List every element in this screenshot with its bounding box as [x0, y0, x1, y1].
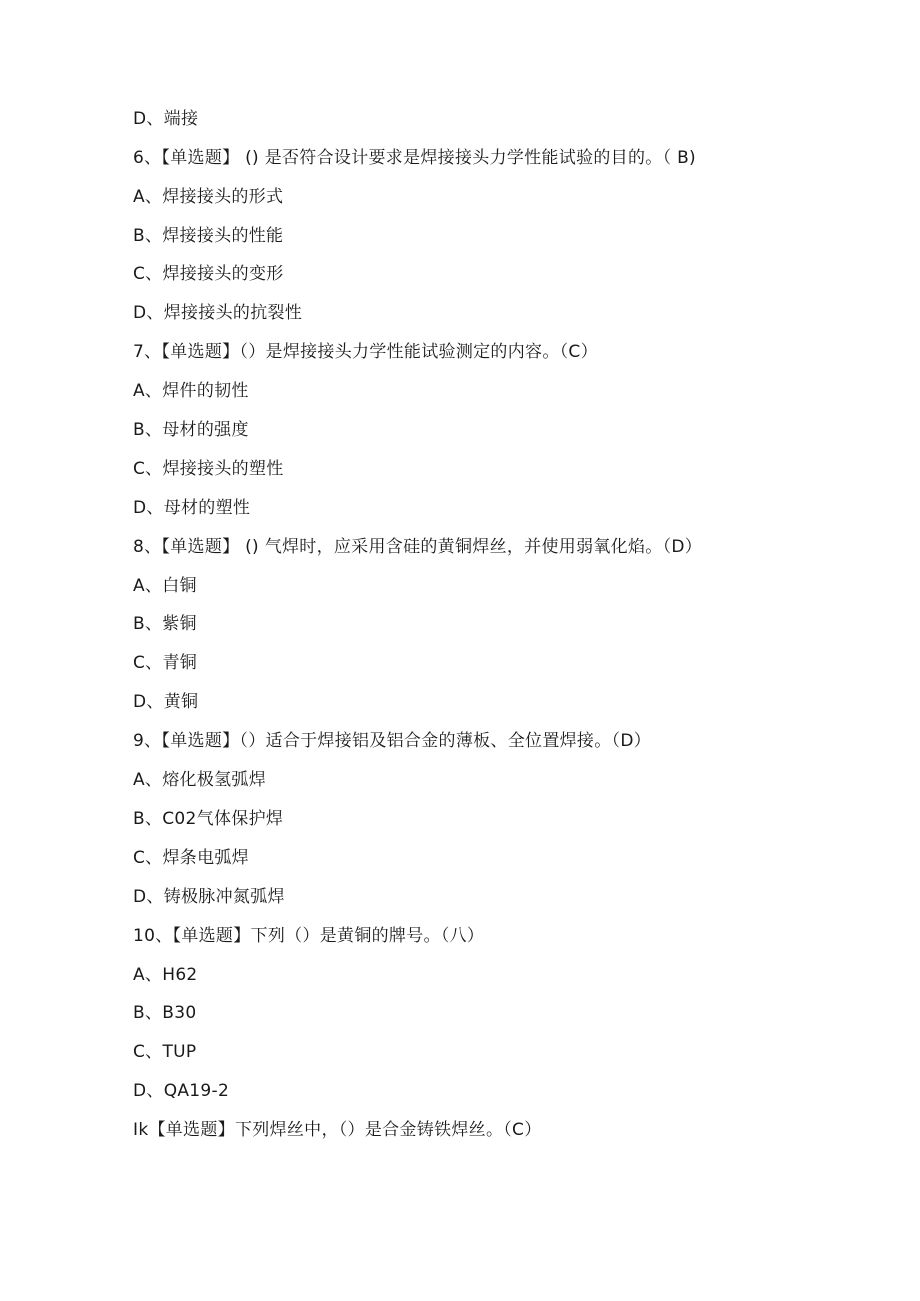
- option-line: A、白铜: [133, 576, 197, 596]
- option-line: A、焊件的韧性: [133, 381, 249, 401]
- option-line: C、焊接接头的变形: [133, 264, 284, 284]
- option-line: A、H62: [133, 965, 198, 985]
- option-line: C、TUP: [133, 1042, 197, 1062]
- option-line: A、熔化极氢弧焊: [133, 770, 267, 790]
- question-9: 9、【单选题】（）适合于焊接铝及铝合金的薄板、全位置焊接。（D）: [133, 731, 652, 751]
- option-line: C、焊条电弧焊: [133, 848, 249, 868]
- question-7: 7、【单选题】（）是焊接接头力学性能试验测定的内容。（C）: [133, 342, 598, 362]
- question-10: 10、【单选题】下列（）是黄铜的牌号。（八）: [133, 926, 485, 946]
- option-line: B、母材的强度: [133, 420, 249, 440]
- option-line: D、QA19-2: [133, 1081, 230, 1101]
- option-line: D、黄铜: [133, 692, 199, 712]
- option-line: D、焊接接头的抗裂性: [133, 303, 303, 323]
- question-11: Ik【单选题】下列焊丝中，（）是合金铸铁焊丝。（C）: [133, 1120, 542, 1140]
- option-line: D、端接: [133, 109, 199, 129]
- option-line: D、母材的塑性: [133, 498, 251, 518]
- option-line: B、C02气体保护焊: [133, 809, 284, 829]
- option-line: B、B30: [133, 1003, 197, 1023]
- question-8: 8、【单选题】 () 气焊时，应采用含硅的黄铜焊丝，并使用弱氧化焰。（D）: [133, 537, 703, 557]
- option-line: B、紫铜: [133, 614, 197, 634]
- option-line: C、焊接接头的塑性: [133, 459, 284, 479]
- option-line: A、焊接接头的形式: [133, 187, 284, 207]
- question-6: 6、【单选题】 () 是否符合设计要求是焊接接头力学性能试验的目的。（ B): [133, 148, 696, 168]
- option-line: D、铸极脉冲氮弧焊: [133, 887, 285, 907]
- option-line: B、焊接接头的性能: [133, 226, 284, 246]
- option-line: C、青铜: [133, 653, 198, 673]
